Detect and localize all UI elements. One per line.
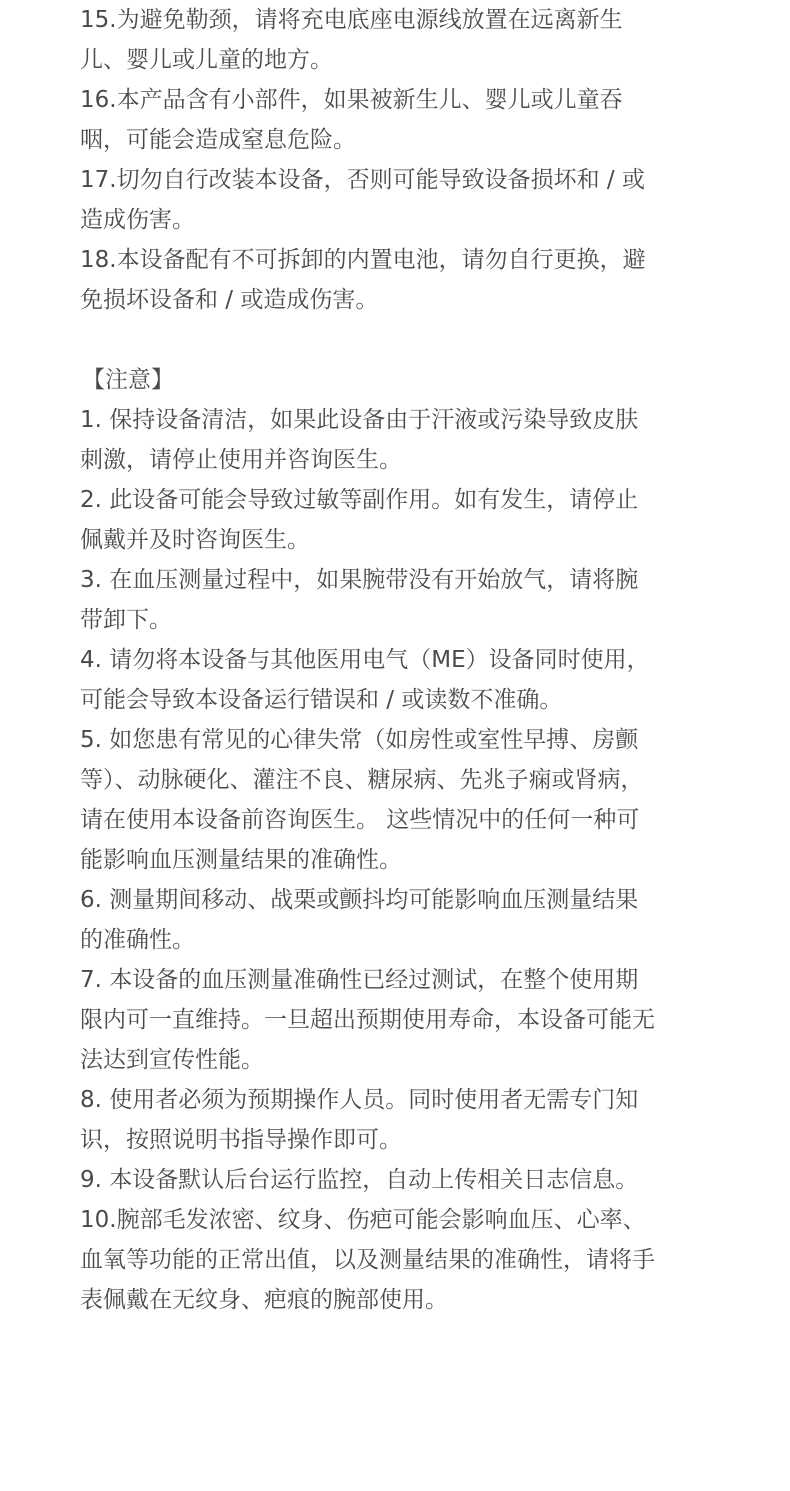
list-item (80, 880, 730, 960)
list-item (80, 0, 730, 80)
text-line: 佩戴并及时咨询医生。 (80, 527, 310, 553)
text-line: 9. 本设备默认后台运行监控，自动上传相关日志信息。 (80, 1167, 639, 1193)
text-line: 1. 保持设备清洁，如果此设备由于汗液或污染导致皮肤 (80, 407, 639, 433)
text-line: 表佩戴在无纹身、疤痕的腕部使用。 (80, 1287, 448, 1313)
text-line: 儿、婴儿或儿童的地方。 (80, 47, 333, 73)
notice-heading: 【注意】 (82, 367, 174, 393)
text-line: 2. 此设备可能会导致过敏等副作用。如有发生，请停止 (80, 487, 639, 513)
list-item (80, 480, 730, 560)
text-line: 识，按照说明书指导操作即可。 (80, 1127, 402, 1153)
list-item (80, 560, 730, 640)
text-line: 16.本产品含有小部件，如果被新生儿、婴儿或儿童吞 (80, 87, 623, 113)
text-line: 3. 在血压测量过程中，如果腕带没有开始放气，请将腕 (80, 567, 639, 593)
text-line: 法达到宣传性能。 (80, 1047, 264, 1073)
list-item (80, 640, 730, 720)
text-line: 咽，可能会造成窒息危险。 (80, 127, 356, 153)
text-line: 7. 本设备的血压测量准确性已经过测试，在整个使用期 (80, 967, 639, 993)
text-line: 4. 请勿将本设备与其他医用电气（ME）设备同时使用， (80, 647, 650, 673)
document-page (80, 0, 730, 1320)
text-line: 15.为避免勒颈，请将充电底座电源线放置在远离新生 (80, 7, 623, 33)
text-line: 6. 测量期间移动、战栗或颤抖均可能影响血压测量结果 (80, 887, 639, 913)
text-line: 能影响血压测量结果的准确性。 (80, 847, 402, 873)
text-line: 17.切勿自行改装本设备，否则可能导致设备损坏和 / 或 (80, 167, 645, 193)
list-item (80, 80, 730, 160)
list-item (80, 160, 730, 240)
text-line: 免损坏设备和 / 或造成伤害。 (80, 287, 379, 313)
text-line: 5. 如您患有常见的心律失常（如房性或室性早搏、房颤 (80, 727, 639, 753)
section-gap (80, 320, 730, 360)
text-line: 刺激，请停止使用并咨询医生。 (80, 447, 402, 473)
list-item (80, 1080, 730, 1160)
list-item (80, 1200, 730, 1320)
list-item (80, 400, 730, 480)
text-line: 造成伤害。 (80, 207, 195, 233)
text-line: 8. 使用者必须为预期操作人员。同时使用者无需专门知 (80, 1087, 639, 1113)
list-item (80, 1160, 730, 1200)
text-line: 可能会导致本设备运行错误和 / 或读数不准确。 (80, 687, 563, 713)
text-line: 限内可一直维持。一旦超出预期使用寿命，本设备可能无 (80, 1007, 655, 1033)
text-line: 请在使用本设备前咨询医生。 这些情况中的任何一种可 (80, 807, 640, 833)
text-line: 的准确性。 (80, 927, 195, 953)
list-item (80, 960, 730, 1080)
text-line: 带卸下。 (80, 607, 172, 633)
list-item (80, 720, 730, 880)
list-item (80, 240, 730, 320)
text-line: 18.本设备配有不可拆卸的内置电池，请勿自行更换，避 (80, 247, 646, 273)
notice-list (80, 400, 730, 1320)
text-line: 10.腕部毛发浓密、纹身、伤疤可能会影响血压、心率、 (80, 1207, 646, 1233)
text-line: 血氧等功能的正常出值，以及测量结果的准确性，请将手 (80, 1247, 655, 1273)
text-line: 等）、动脉硬化、灌注不良、糖尿病、先兆子痫或肾病， (80, 767, 644, 793)
warnings-list (80, 0, 730, 320)
